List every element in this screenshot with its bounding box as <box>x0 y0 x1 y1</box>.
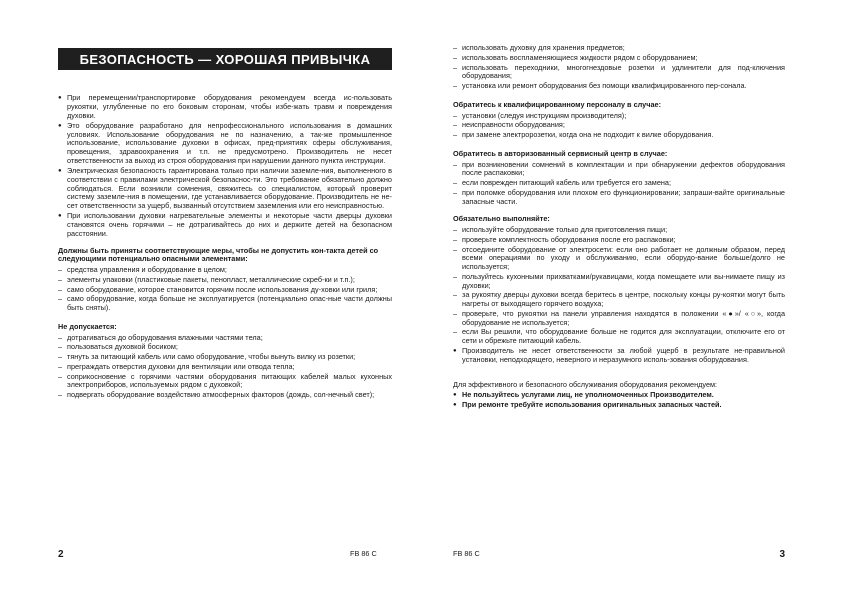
bullet-item: ● Электрическая безопасность гарантирована только при наличии заземле-ния, выполненного в соответствии с правилами электрической безопаснос-ти. Это требование обязательно должно соблюдаться. Если возникли сомнения, свяжитесь со специалистом, который проверит систему заземле-ния в помещении, где устанавливается оборудование. Производитель не не-сет ответственности за ущерб, вызванный отсутствием заземления или его неисправностью. <box>58 167 392 211</box>
list-item: – дотрагиваться до оборудования влажными частями тела; <box>58 334 392 343</box>
left-page <box>58 0 392 595</box>
intro-bullet-list <box>58 94 392 239</box>
list-item: – проверьте комплектность оборудования после его распаковки; <box>453 236 785 245</box>
list-item: – само оборудование, когда больше не эксплуатируется (потенциально опас-ные части должны быть сняты). <box>58 295 392 313</box>
bullet-item: ● При ремонте требуйте использования оригинальных запасных частей. <box>453 401 785 410</box>
bullet-item: ● Это оборудование разработано для непрофессионального использования в домашних условиях. Использование оборудования не по назначению, а так-же промышленное использование, использование духовки в офисах, пред-приятиях сферы обслуживания, провещения, здравоохранения и т.п. не предусмотрено. Производитель не несет ответственности за выход из строя оборудования при нарушении данного пункта инструкции. <box>58 122 392 166</box>
page-number: 3 <box>779 549 785 560</box>
list-item: – пользоваться духовкой босиком; <box>58 343 392 352</box>
recommendation-list <box>453 391 785 410</box>
bullet-item: ● Производитель не несет ответственности за любой ущерб в результате не-правильной установки, неподходящего, неверного и неразумного исполь-зования оборудования. <box>453 347 785 365</box>
bullet-item: ● При использовании духовки нагревательные элементы и некоторые части дверцы духовки становятся очень горячими – не дотрагивайтесь до них и держите детей на безопасном расстоянии. <box>58 212 392 238</box>
liability-bullet-list <box>453 347 785 365</box>
list-item: – установки (следуя инструкциям производителя); <box>453 112 785 121</box>
list-item: – при поломке оборудования или плохом его функционировании; запраши-вайте оригинальные запасные части. <box>453 189 785 207</box>
list-item: – элементы упаковки (пластиковые пакеты, пенопласт, металлические скреб-ки и т.п.); <box>58 276 392 285</box>
list-item: – если Вы решили, что оборудование больше не годится для эксплуатации, отключите его от сети и обрежьте питающий кабель. <box>453 328 785 346</box>
list-item: – установка или ремонт оборудования без помощи квалифицированного пер-сонала. <box>453 82 785 91</box>
list-item: – использовать воспламеняющиеся жидкости рядом с оборудованием; <box>453 54 785 63</box>
list-item: – при возникновении сомнений в комплектации и при обнаружении дефектов оборудования после распаковки; <box>453 161 785 179</box>
left-page-content <box>58 94 392 401</box>
page-number: 2 <box>58 549 64 560</box>
mandatory-heading: Обязательно выполняйте: <box>453 214 550 224</box>
list-item: – отсоедините оборудование от электросети: если оно работает не должным образом, перед всеми операциями по уходу и обслуживанию, если оборудо-вание больше/долго не используется; <box>453 246 785 272</box>
list-item: – соприкосновение с горячими частями оборудования питающих кабелей малых кухонных электроприборов, используемых рядом с духовкой; <box>58 373 392 391</box>
section-title: БЕЗОПАСНОСТЬ — ХОРОШАЯ ПРИВЫЧКА <box>58 48 392 70</box>
list-item: – за рукоятку дверцы духовки всегда беритесь в центре, поскольку концы ру-коятки могут быть нагреты от выходящего горячего воздуха; <box>453 291 785 309</box>
recommendation-intro: Для эффективного и безопасного обслуживания оборудования рекомендуем: <box>453 380 718 390</box>
list-item: – проверьте, что рукоятки на панели управления находятся в положении «●»/ «○», когда оборудование не используется; <box>453 310 785 328</box>
model-label: FB 86 C <box>350 549 377 558</box>
list-item: – если поврежден питающий кабель или требуется его замена; <box>453 179 785 188</box>
list-item: – пользуйтесь кухонными прихватками/рукавицами, когда помещаете или вы-нимаете пищу из духовки; <box>453 273 785 291</box>
list-item: – само оборудование, которое становится горячим после использования ду-ховки или гриля; <box>58 286 392 295</box>
list-item: – средства управления и оборудование в целом; <box>58 266 392 275</box>
list-item: – использовать переходники, многогнездовые розетки и удлинители для под-ключения оборудования; <box>453 64 785 82</box>
list-item: – неисправности оборудования; <box>453 121 785 130</box>
children-safety-heading: Должны быть приняты соответствующие меры, чтобы не допустить кон-такта детей со следующими потенциально опасными элементами: <box>58 245 379 264</box>
bullet-item: ● Не пользуйтесь услугами лиц, не уполномоченных Производителем. <box>453 391 785 400</box>
service-center-heading: Обратитесь в авторизованный сервисный центр в случае: <box>453 148 668 158</box>
not-allowed-continued-list <box>453 44 785 91</box>
not-allowed-list <box>58 334 392 400</box>
right-page <box>453 0 785 595</box>
not-allowed-heading: Не допускается: <box>58 321 117 331</box>
model-label: FB 86 C <box>453 549 480 558</box>
list-item: – используйте оборудование только для приготовления пищи; <box>453 226 785 235</box>
mandatory-list <box>453 226 785 346</box>
qualified-personnel-heading: Обратитесь к квалифицированному персоналу в случае: <box>453 99 662 109</box>
list-item: – подвергать оборудование воздействию атмосферных факторов (дождь, сол-нечный свет); <box>58 391 392 400</box>
list-item: – при замене электророзетки, когда она не подходит к вилке оборудования. <box>453 131 785 140</box>
list-item: – преграждать отверстия духовки для вентиляции или отвода тепла; <box>58 363 392 372</box>
list-item: – использовать духовку для хранения предметов; <box>453 44 785 53</box>
children-safety-list <box>58 266 392 313</box>
bullet-item: ● При перемещении/транспортировке оборудования рекомендуем всегда ис-пользовать рукоятки, углубленные по его боковым сторонам, чтобы избе-жать травм и повреждения духовки. <box>58 94 392 120</box>
service-center-list <box>453 161 785 207</box>
right-page-content <box>453 44 785 412</box>
list-item: – тянуть за питающий кабель или само оборудование, чтобы вынуть вилку из розетки; <box>58 353 392 362</box>
qualified-personnel-list <box>453 112 785 140</box>
